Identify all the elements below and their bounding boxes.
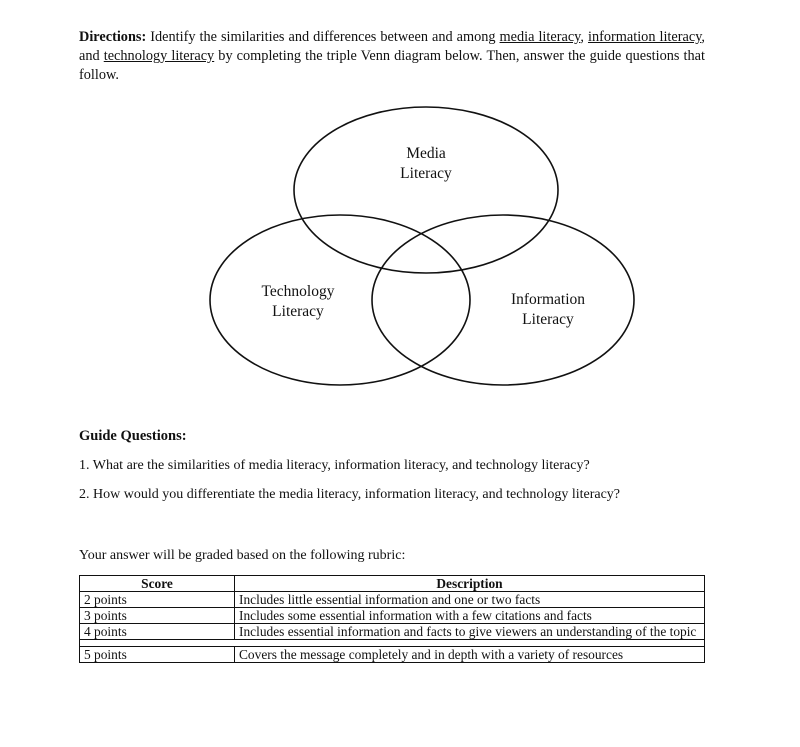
technology-literacy-link[interactable]: technology literacy — [103, 48, 215, 64]
table-spacer-row — [80, 640, 705, 647]
score-cell: 4 points — [80, 624, 235, 640]
description-cell: Includes essential information and facts to give viewers an understanding of the topic — [235, 624, 705, 640]
rubric-table — [79, 575, 705, 663]
description-cell: Includes little essential information and one or two facts — [235, 592, 705, 608]
directions-sep-1: , — [580, 29, 588, 45]
guide-question-2: 2. How would you differentiate the media literacy, information literacy, and technology literacy? — [79, 487, 621, 502]
technology-label-line-2: Literacy — [272, 303, 324, 320]
score-cell: 5 points — [80, 647, 235, 663]
media-literacy-circle — [294, 107, 558, 273]
media-label-line-2: Literacy — [400, 165, 452, 182]
table-row — [80, 647, 705, 663]
score-header: Score — [80, 576, 235, 592]
rubric-header-row — [80, 576, 705, 592]
directions-text-2: by completing the triple Venn diagram below. Then, answer the guide questions that follow. — [79, 48, 705, 83]
description-cell: Covers the message completely and in depth with a variety of resources — [235, 647, 705, 663]
guide-questions-title: Guide Questions: — [79, 428, 187, 444]
information-literacy-label — [496, 290, 600, 330]
spacer-cell — [80, 640, 235, 647]
table-row — [80, 624, 705, 640]
table-row — [80, 608, 705, 624]
information-literacy-link[interactable]: information literacy — [587, 29, 702, 45]
information-label-line-1: Information — [510, 291, 586, 308]
directions-text-1: Identify the similarities and differences between and among — [146, 29, 500, 45]
rubric-intro: Your answer will be graded based on the following rubric: — [79, 548, 406, 563]
table-row — [80, 592, 705, 608]
description-header: Description — [235, 576, 705, 592]
description-cell: Includes some essential information with a few citations and facts — [235, 608, 705, 624]
technology-literacy-label — [248, 282, 348, 322]
score-cell: 3 points — [80, 608, 235, 624]
technology-label-line-1: Technology — [261, 283, 335, 300]
media-label-line-1: Media — [406, 145, 446, 162]
spacer-cell — [235, 640, 705, 647]
score-cell: 2 points — [80, 592, 235, 608]
directions-lead: Directions: — [79, 29, 147, 45]
guide-question-1: 1. What are the similarities of media literacy, information literacy, and technology literacy? — [79, 458, 590, 473]
information-label-line-2: Literacy — [522, 311, 574, 328]
media-literacy-link[interactable]: media literacy — [499, 29, 581, 45]
directions-sep-2: , and — [79, 29, 705, 64]
media-literacy-label — [386, 144, 466, 184]
